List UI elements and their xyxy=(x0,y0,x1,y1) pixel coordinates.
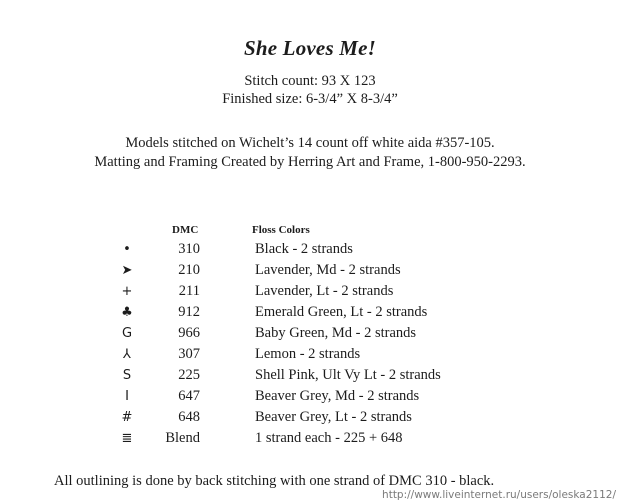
floss-color: Lavender, Md - 2 strands xyxy=(255,262,401,278)
symbol-g-icon: G xyxy=(121,326,133,341)
dmc-code: 211 xyxy=(178,283,200,299)
models-note: Models stitched on Wichelt’s 14 count off white aida #357-105. xyxy=(125,135,495,151)
legend-row xyxy=(0,365,620,386)
legend-header-floss: Floss Colors xyxy=(252,224,310,236)
dmc-code: 225 xyxy=(178,367,200,383)
floss-color: Baby Green, Md - 2 strands xyxy=(255,325,417,341)
floss-color: Beaver Grey, Lt - 2 strands xyxy=(255,409,412,425)
floss-color: Emerald Green, Lt - 2 strands xyxy=(255,304,428,320)
legend-row xyxy=(0,260,620,281)
symbol-s-icon: S xyxy=(122,368,132,383)
floss-legend xyxy=(0,239,620,449)
page-title: She Loves Me! xyxy=(243,36,377,60)
matting-note: Matting and Framing Created by Herring Art and Frame, 1-800-950-2293. xyxy=(94,154,526,170)
legend-row xyxy=(0,428,620,449)
floss-color: Lavender, Lt - 2 strands xyxy=(255,283,394,299)
floss-color: Shell Pink, Ult Vy Lt - 2 strands xyxy=(255,367,441,383)
floss-color: Lemon - 2 strands xyxy=(255,346,361,362)
symbol-dot-icon: • xyxy=(123,242,131,257)
dmc-code: 648 xyxy=(178,409,200,425)
legend-header-dmc: DMC xyxy=(172,224,199,236)
symbol-bar-icon: I xyxy=(125,389,129,404)
dmc-code: 307 xyxy=(178,346,200,362)
dmc-code: 912 xyxy=(178,304,200,320)
legend-row xyxy=(0,239,620,260)
finished-size: Finished size: 6-3/4” X 8-3/4” xyxy=(222,91,398,107)
symbol-arrowhead-icon: ➤ xyxy=(121,263,133,278)
legend-row xyxy=(0,407,620,428)
outlining-note: All outlining is done by back stitching with one strand of DMC 310 - black. xyxy=(54,473,495,489)
floss-color: Black - 2 strands xyxy=(255,241,353,257)
legend-row xyxy=(0,302,620,323)
floss-color: Beaver Grey, Md - 2 strands xyxy=(255,388,420,404)
symbol-lines-icon: ≣ xyxy=(121,431,133,446)
symbol-club-icon: ♣ xyxy=(121,305,133,320)
watermark-url: http://www.liveinternet.ru/users/oleska2112/ xyxy=(382,489,616,501)
legend-row xyxy=(0,323,620,344)
dmc-code: 966 xyxy=(178,325,200,341)
dmc-code: 210 xyxy=(178,262,200,278)
dmc-code: Blend xyxy=(165,430,200,446)
floss-color: 1 strand each - 225 + 648 xyxy=(255,430,403,446)
dmc-code: 647 xyxy=(178,388,200,404)
stitch-count: Stitch count: 93 X 123 xyxy=(244,73,376,89)
symbol-hash-icon: # xyxy=(121,410,133,425)
dmc-code: 310 xyxy=(178,241,200,257)
symbol-plus-icon: + xyxy=(121,284,133,299)
legend-row xyxy=(0,281,620,302)
legend-row xyxy=(0,386,620,407)
symbol-lambda-icon: ⅄ xyxy=(123,347,131,362)
legend-row xyxy=(0,344,620,365)
